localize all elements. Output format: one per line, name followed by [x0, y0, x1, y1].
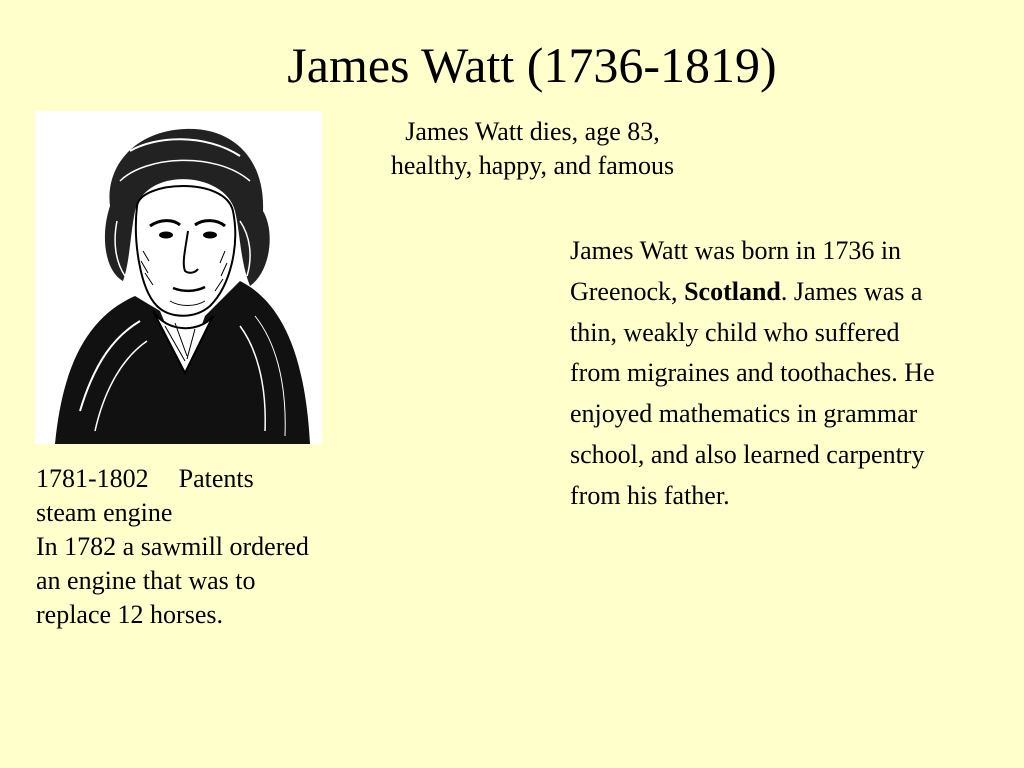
slide-title: James Watt (1736-1819) [287, 37, 777, 93]
death-caption [330, 115, 735, 183]
engine-line: an engine that was to [36, 566, 256, 595]
death-caption-line-2: healthy, happy, and famous [390, 151, 675, 180]
portrait-engraving-icon [35, 111, 322, 444]
biography-bold-scotland: Scotland [684, 276, 781, 306]
sawmill-line: In 1782 a sawmill ordered [36, 532, 309, 561]
portrait-image [35, 111, 322, 444]
patents-line [36, 462, 416, 496]
patents-years: 1781-1802 [36, 464, 149, 493]
death-caption-line-1: James Watt dies, age 83, [405, 117, 660, 146]
patents-line-2: steam engine [36, 498, 173, 527]
biography-paragraph [570, 231, 950, 517]
patents-label: Patents [178, 464, 254, 493]
horses-line: replace 12 horses. [36, 600, 223, 629]
biography-text-start: James Watt was born in 1736 in Greenock, [570, 236, 902, 306]
biography-text-end: . James was a thin, weakly child who suffered from migraines and toothaches. He enjoyed mathematics in grammar school, and also learned carpentry from his father. [570, 276, 935, 510]
patents-note [36, 462, 416, 632]
